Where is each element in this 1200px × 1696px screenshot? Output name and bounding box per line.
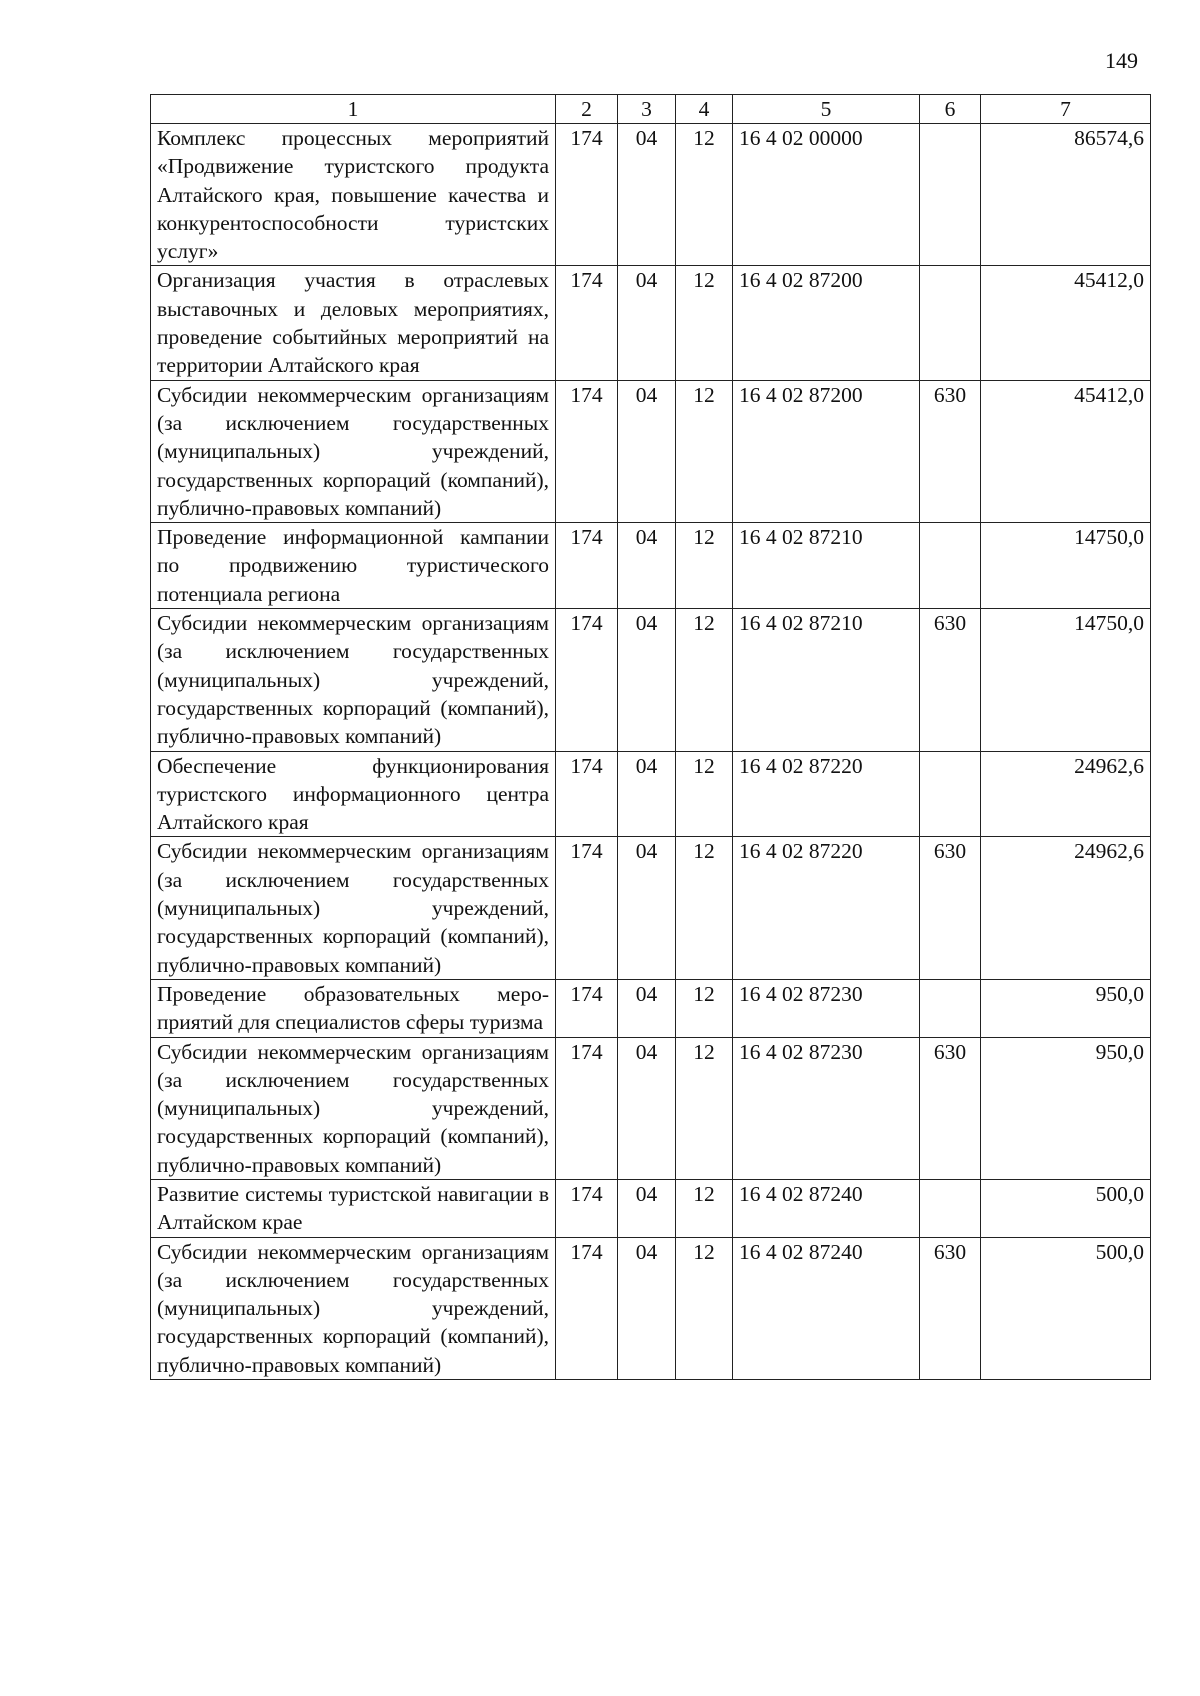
- row-section-cell: 04: [618, 979, 676, 1037]
- row-code-cell: 174: [556, 609, 618, 751]
- row-expense-type-cell: 630: [920, 1037, 981, 1179]
- row-name-cell: Обеспечение функционирования туристского информационного центра Алтайского края: [151, 751, 556, 837]
- row-subsection-cell: 12: [676, 837, 733, 979]
- row-name-cell: Субсидии некоммерческим организациям (за исключением государственных (муниципальных) учреждений, государственных корпораций (компаний), публично-правовых компаний): [151, 1237, 556, 1379]
- row-code-cell: 174: [556, 1037, 618, 1179]
- row-target-article-cell: 16 4 02 87200: [733, 266, 920, 380]
- row-target-article-cell: 16 4 02 87220: [733, 751, 920, 837]
- header-cell: 7: [981, 95, 1151, 124]
- row-section-cell: 04: [618, 609, 676, 751]
- row-subsection-cell: 12: [676, 1237, 733, 1379]
- row-name-cell: Организация участия в отраслевых выставочных и деловых мероприятиях, проведение событийных мероприятий на территории Алтайского края: [151, 266, 556, 380]
- header-cell: 2: [556, 95, 618, 124]
- page-number: 149: [1105, 48, 1138, 73]
- row-amount-cell: 950,0: [981, 979, 1151, 1037]
- row-target-article-cell: 16 4 02 87230: [733, 979, 920, 1037]
- row-code-cell: 174: [556, 124, 618, 266]
- row-target-article-cell: 16 4 02 87210: [733, 609, 920, 751]
- row-name-cell: Проведение образовательных мероприятий для специалистов сферы туризма: [151, 979, 556, 1037]
- row-expense-type-cell: [920, 124, 981, 266]
- row-expense-type-cell: [920, 1179, 981, 1237]
- row-target-article-cell: 16 4 02 87220: [733, 837, 920, 979]
- row-subsection-cell: 12: [676, 1179, 733, 1237]
- header-cell: 5: [733, 95, 920, 124]
- row-target-article-cell: 16 4 02 87230: [733, 1037, 920, 1179]
- row-amount-cell: 45412,0: [981, 380, 1151, 522]
- table-row: [151, 1037, 1151, 1179]
- table-row: [151, 266, 1151, 380]
- row-name-cell: Субсидии некоммерческим организациям (за исключением государственных (муниципальных) учреждений, государственных корпораций (компаний), публично-правовых компаний): [151, 1037, 556, 1179]
- row-expense-type-cell: [920, 979, 981, 1037]
- row-section-cell: 04: [618, 1237, 676, 1379]
- row-code-cell: 174: [556, 979, 618, 1037]
- row-section-cell: 04: [618, 124, 676, 266]
- row-expense-type-cell: 630: [920, 837, 981, 979]
- row-name-cell: Субсидии некоммерческим организациям (за исключением государственных (муниципальных) учреждений, государственных корпораций (компаний), публично-правовых компаний): [151, 837, 556, 979]
- row-code-cell: 174: [556, 266, 618, 380]
- table-row: [151, 523, 1151, 609]
- row-target-article-cell: 16 4 02 87240: [733, 1179, 920, 1237]
- row-subsection-cell: 12: [676, 751, 733, 837]
- header-cell: 6: [920, 95, 981, 124]
- row-name-cell: Комплекс процессных мероприятий «Продвижение туристского продукта Алтайского края, повышение качества и конкурентоспособности туристских услуг»: [151, 124, 556, 266]
- row-name-cell: Субсидии некоммерческим организациям (за исключением государственных (муниципальных) учреждений, государственных корпораций (компаний), публично-правовых компаний): [151, 609, 556, 751]
- row-section-cell: 04: [618, 380, 676, 522]
- row-name-cell: Развитие системы туристской навигации в Алтайском крае: [151, 1179, 556, 1237]
- table-row: [151, 979, 1151, 1037]
- row-target-article-cell: 16 4 02 00000: [733, 124, 920, 266]
- row-subsection-cell: 12: [676, 979, 733, 1037]
- row-section-cell: 04: [618, 523, 676, 609]
- row-target-article-cell: 16 4 02 87240: [733, 1237, 920, 1379]
- row-code-cell: 174: [556, 380, 618, 522]
- row-target-article-cell: 16 4 02 87210: [733, 523, 920, 609]
- row-amount-cell: 950,0: [981, 1037, 1151, 1179]
- row-expense-type-cell: [920, 751, 981, 837]
- table-row: [151, 1179, 1151, 1237]
- row-amount-cell: 45412,0: [981, 266, 1151, 380]
- row-expense-type-cell: 630: [920, 609, 981, 751]
- row-amount-cell: 14750,0: [981, 523, 1151, 609]
- row-section-cell: 04: [618, 266, 676, 380]
- row-code-cell: 174: [556, 751, 618, 837]
- table-row: [151, 751, 1151, 837]
- row-expense-type-cell: [920, 266, 981, 380]
- header-cell: 4: [676, 95, 733, 124]
- header-cell: 3: [618, 95, 676, 124]
- row-amount-cell: 500,0: [981, 1179, 1151, 1237]
- row-code-cell: 174: [556, 837, 618, 979]
- row-name-cell: Субсидии некоммерческим организациям (за исключением государственных (муниципальных) учреждений, государственных корпораций (компаний), публично-правовых компаний): [151, 380, 556, 522]
- row-subsection-cell: 12: [676, 609, 733, 751]
- row-section-cell: 04: [618, 751, 676, 837]
- row-section-cell: 04: [618, 1037, 676, 1179]
- header-cell: 1: [151, 95, 556, 124]
- row-name-cell: Проведение информационной кампании по продвижению туристического потенциала региона: [151, 523, 556, 609]
- row-amount-cell: 14750,0: [981, 609, 1151, 751]
- row-subsection-cell: 12: [676, 380, 733, 522]
- row-expense-type-cell: 630: [920, 1237, 981, 1379]
- table-row: [151, 380, 1151, 522]
- row-subsection-cell: 12: [676, 124, 733, 266]
- row-section-cell: 04: [618, 1179, 676, 1237]
- row-code-cell: 174: [556, 1179, 618, 1237]
- table-row: [151, 609, 1151, 751]
- row-expense-type-cell: 630: [920, 380, 981, 522]
- row-code-cell: 174: [556, 523, 618, 609]
- row-amount-cell: 24962,6: [981, 751, 1151, 837]
- header-row: [151, 95, 1151, 124]
- row-amount-cell: 86574,6: [981, 124, 1151, 266]
- row-section-cell: 04: [618, 837, 676, 979]
- row-subsection-cell: 12: [676, 266, 733, 380]
- table-body: [151, 124, 1151, 1380]
- row-subsection-cell: 12: [676, 523, 733, 609]
- row-subsection-cell: 12: [676, 1037, 733, 1179]
- row-amount-cell: 500,0: [981, 1237, 1151, 1379]
- table-row: [151, 837, 1151, 979]
- table-row: [151, 124, 1151, 266]
- table-row: [151, 1237, 1151, 1379]
- row-amount-cell: 24962,6: [981, 837, 1151, 979]
- row-target-article-cell: 16 4 02 87200: [733, 380, 920, 522]
- row-expense-type-cell: [920, 523, 981, 609]
- budget-table: [150, 94, 1151, 1380]
- row-code-cell: 174: [556, 1237, 618, 1379]
